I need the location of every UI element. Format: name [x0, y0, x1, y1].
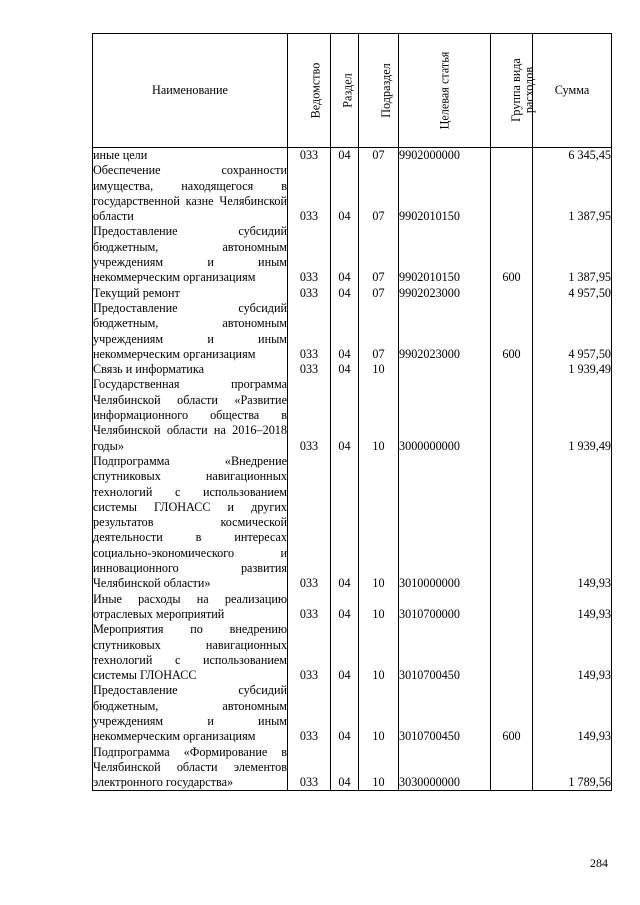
- cell-target: 3010000000: [399, 454, 491, 592]
- cell-name: Государственная программа Челябинской области «Развитие информационного общества в Челябинской области на 2016–2018 годы»: [93, 377, 287, 453]
- cell-expense-group: 600: [491, 683, 533, 744]
- table-row: [93, 377, 612, 453]
- cell-target: 3010700450: [399, 622, 491, 683]
- table-row: [93, 683, 612, 744]
- cell-sum: 1 387,95: [533, 224, 612, 285]
- table-row: [93, 454, 612, 592]
- cell-expense-group: [491, 622, 533, 683]
- cell-subsection: 10: [359, 592, 399, 623]
- cell-expense-group: [491, 163, 533, 224]
- cell-name: Предоставление субсидий бюджетным, автономным учреждениям и иным некоммерческим организациям: [93, 300, 287, 361]
- table-row: [93, 622, 612, 683]
- cell-ministry: 033: [288, 745, 331, 791]
- budget-table: [92, 33, 612, 791]
- cell-target: [399, 362, 491, 377]
- table-header-row: [93, 34, 612, 148]
- cell-expense-group: [491, 377, 533, 453]
- cell-name: Мероприятия по внедрению спутниковых навигационных технологий с использованием системы ГЛОНАСС: [93, 622, 287, 683]
- cell-ministry: 033: [288, 224, 331, 285]
- cell-section: 04: [331, 362, 359, 377]
- cell-ministry: 033: [288, 148, 331, 164]
- cell-expense-group: 600: [491, 301, 533, 362]
- cell-sum: 1 939,49: [533, 377, 612, 453]
- table-row: [93, 592, 612, 623]
- cell-ministry: 033: [288, 301, 331, 362]
- cell-expense-group: [491, 362, 533, 377]
- cell-subsection: 07: [359, 301, 399, 362]
- cell-expense-group: [491, 454, 533, 592]
- cell-ministry: 033: [288, 163, 331, 224]
- cell-ministry: 033: [288, 683, 331, 744]
- cell-sum: 149,93: [533, 683, 612, 744]
- cell-expense-group: [491, 592, 533, 623]
- cell-name: Подпрограмма «Формирование в Челябинской области элементов электронного государства»: [93, 744, 287, 790]
- cell-name: Предоставление субсидий бюджетным, автономным учреждениям и иным некоммерческим организациям: [93, 683, 287, 744]
- cell-sum: 149,93: [533, 622, 612, 683]
- header-name: Наименование: [93, 34, 288, 148]
- cell-target: 3010700000: [399, 592, 491, 623]
- header-section: Раздел: [331, 34, 359, 148]
- cell-target: 9902010150: [399, 163, 491, 224]
- cell-ministry: 033: [288, 592, 331, 623]
- cell-subsection: 10: [359, 683, 399, 744]
- table-row: [93, 163, 612, 224]
- cell-expense-group: [491, 286, 533, 301]
- header-ministry: Ведомство: [288, 34, 331, 148]
- cell-expense-group: 600: [491, 224, 533, 285]
- cell-section: 04: [331, 454, 359, 592]
- cell-ministry: 033: [288, 454, 331, 592]
- cell-subsection: 10: [359, 454, 399, 592]
- cell-name: Предоставление субсидий бюджетным, автономным учреждениям и иным некоммерческим организациям: [93, 224, 287, 285]
- table-row: [93, 362, 612, 377]
- cell-ministry: 033: [288, 622, 331, 683]
- cell-section: 04: [331, 163, 359, 224]
- cell-section: 04: [331, 224, 359, 285]
- cell-section: 04: [331, 301, 359, 362]
- table-row: [93, 148, 612, 164]
- cell-sum: 4 957,50: [533, 301, 612, 362]
- header-subsection: Подраздел: [359, 34, 399, 148]
- cell-subsection: 07: [359, 224, 399, 285]
- cell-target: 3010700450: [399, 683, 491, 744]
- cell-name: Текущий ремонт: [93, 286, 288, 301]
- cell-subsection: 10: [359, 622, 399, 683]
- cell-expense-group: [491, 745, 533, 791]
- page-number: 284: [590, 856, 608, 870]
- cell-name: иные цели: [93, 148, 288, 164]
- cell-section: 04: [331, 592, 359, 623]
- cell-sum: 1 387,95: [533, 163, 612, 224]
- cell-ministry: 033: [288, 286, 331, 301]
- table-row: [93, 301, 612, 362]
- cell-target: 9902023000: [399, 301, 491, 362]
- cell-section: 04: [331, 148, 359, 164]
- cell-sum: 149,93: [533, 454, 612, 592]
- cell-target: 3000000000: [399, 377, 491, 453]
- header-target: Целевая статья: [399, 34, 491, 148]
- cell-target: 9902010150: [399, 224, 491, 285]
- cell-section: 04: [331, 377, 359, 453]
- cell-subsection: 10: [359, 745, 399, 791]
- header-expense-group: Группа вида расходов: [491, 34, 533, 148]
- cell-subsection: 07: [359, 148, 399, 164]
- cell-target: 9902023000: [399, 286, 491, 301]
- cell-section: 04: [331, 745, 359, 791]
- cell-section: 04: [331, 683, 359, 744]
- cell-sum: 149,93: [533, 592, 612, 623]
- cell-section: 04: [331, 286, 359, 301]
- cell-subsection: 07: [359, 286, 399, 301]
- table-row: [93, 745, 612, 791]
- table-row: [93, 224, 612, 285]
- cell-subsection: 07: [359, 163, 399, 224]
- cell-ministry: 033: [288, 362, 331, 377]
- cell-name: Связь и информатика: [93, 362, 288, 377]
- cell-name: Обеспечение сохранности имущества, находящегося в государственной казне Челябинской области: [93, 163, 287, 224]
- cell-name: Подпрограмма «Внедрение спутниковых навигационных технологий с использованием системы ГЛОНАСС и других результатов космической деятельности в интересах социально-экономического и инновационного развития Челябинской области»: [93, 453, 287, 591]
- cell-ministry: 033: [288, 377, 331, 453]
- cell-expense-group: [491, 148, 533, 164]
- cell-sum: 6 345,45: [533, 148, 612, 164]
- cell-sum: 1 939,49: [533, 362, 612, 377]
- header-sum: Сумма: [533, 34, 612, 148]
- cell-sum: 4 957,50: [533, 286, 612, 301]
- cell-subsection: 10: [359, 377, 399, 453]
- cell-name: Иные расходы на реализацию отраслевых мероприятий: [93, 591, 287, 621]
- table-row: [93, 286, 612, 301]
- cell-sum: 1 789,56: [533, 745, 612, 791]
- cell-target: 9902000000: [399, 148, 491, 164]
- cell-section: 04: [331, 622, 359, 683]
- cell-target: 3030000000: [399, 745, 491, 791]
- cell-subsection: 10: [359, 362, 399, 377]
